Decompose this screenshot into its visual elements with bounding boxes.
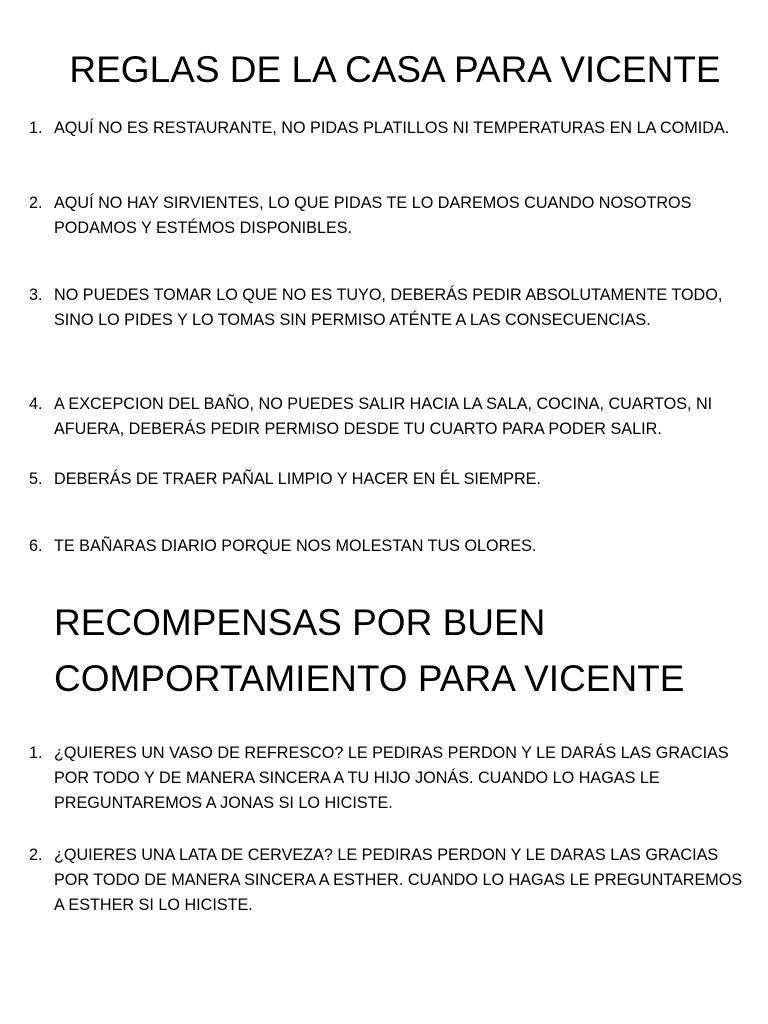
reward-item-2 [29,843,749,918]
rule-text: A EXCEPCION DEL BAÑO, NO PUEDES SALIR HACIA LA SALA, COCINA, CUARTOS, NI AFUERA, DEBERÁS PEDIR PERMISO DESDE TU CUARTO PARA PODER SALIR. [54,395,713,438]
rewards-title: RECOMPENSAS POR BUEN COMPORTAMIENTO PARA VICENTE [54,602,685,699]
rule-text: NO PUEDES TOMAR LO QUE NO ES TUYO, DEBERÁS PEDIR ABSOLUTAMENTE TODO, SINO LO PIDES Y LO TOMAS SIN PERMISO ATÉNTE A LAS CONSECUENCIAS. [54,286,723,329]
rule-number: 2. [29,194,43,212]
rules-title: REGLAS DE LA CASA PARA VICENTE [69,49,721,90]
reward-text: ¿QUIERES UNA LATA DE CERVEZA? LE PEDIRAS PERDON Y LE DARAS LAS GRACIAS POR TODO DE MANERA SINCERA A ESTHER. CUANDO LO HAGAS LE PREGUNTAREMOS A ESTHER SI LO HICISTE. [54,846,743,914]
reward-item-1 [29,741,749,816]
rule-item-5 [29,467,749,492]
rule-number: 5. [29,470,43,488]
rule-text: DEBERÁS DE TRAER PAÑAL LIMPIO Y HACER EN ÉL SIEMPRE. [54,470,541,488]
rule-item-6 [29,534,749,559]
rule-number: 1. [29,119,43,137]
rule-text: AQUÍ NO ES RESTAURANTE, NO PIDAS PLATILLOS NI TEMPERATURAS EN LA COMIDA. [54,119,730,137]
rule-number: 4. [29,395,43,413]
reward-number: 1. [29,744,43,762]
rule-number: 3. [29,286,43,304]
rule-item-2 [29,191,749,241]
reward-number: 2. [29,846,43,864]
rule-item-1 [29,116,749,141]
reward-text: ¿QUIERES UN VASO DE REFRESCO? LE PEDIRAS PERDON Y LE DARÁS LAS GRACIAS POR TODO Y DE MANERA SINCERA A TU HIJO JONÁS. CUANDO LO HAGAS LE PREGUNTAREMOS A JONAS SI LO HICISTE. [54,744,729,812]
rule-item-3 [29,283,749,333]
rule-number: 6. [29,537,43,555]
rule-text: TE BAÑARAS DIARIO PORQUE NOS MOLESTAN TUS OLORES. [54,537,537,555]
rule-text: AQUÍ NO HAY SIRVIENTES, LO QUE PIDAS TE LO DAREMOS CUANDO NOSOTROS PODAMOS Y ESTÉMOS DISPONIBLES. [54,194,692,237]
rule-item-4 [29,392,749,442]
